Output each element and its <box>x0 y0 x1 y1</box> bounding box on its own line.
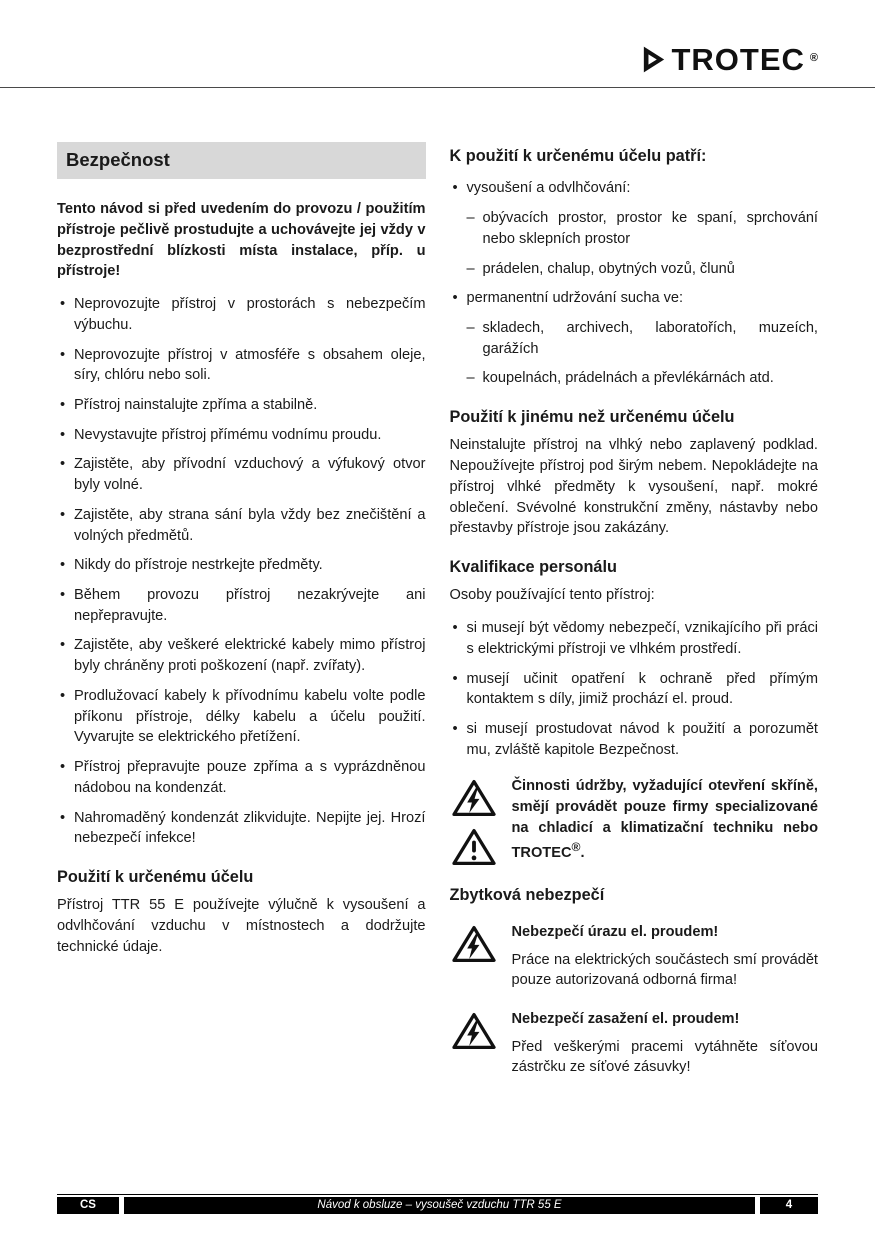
residual-warning-body <box>512 1009 819 1078</box>
right-column <box>450 142 819 1096</box>
maintenance-warning <box>450 776 819 867</box>
heading-intended-use: Použití k určenému účelu <box>57 867 254 886</box>
exclamation-triangle-icon <box>451 827 497 867</box>
qualification-lead: Osoby používající tento přístroj: <box>449 587 655 604</box>
page-footer <box>57 1194 818 1214</box>
usage-includes-item-text: permanentní udržování sucha ve: <box>466 290 684 307</box>
maintenance-warning-brand: TROTEC <box>511 844 572 861</box>
usage-includes-item-text: vysoušení a odvlhčování: <box>466 180 631 197</box>
qualification-bullet-item: • si musejí prostudovat návod k použití a porozumět mu, zvláště kapitole Bezpečnost. <box>450 719 819 760</box>
residual-warning-icons <box>450 1009 498 1078</box>
warning-title: Nebezpečí zasažení el. proudem! <box>511 1010 740 1027</box>
lightning-triangle-icon <box>451 1011 497 1051</box>
safety-bullet-item: • Přístroj přepravujte pouze zpříma a s vyprázdněnou nádobou na kondenzát. <box>57 757 426 798</box>
usage-includes-item <box>450 178 819 279</box>
footer-title: Návod k obsluze – vysoušeč vzduchu TTR 55 E <box>124 1197 755 1214</box>
residual-warning-body <box>512 922 819 991</box>
lightning-triangle-icon <box>451 924 497 964</box>
safety-bullet-item: • Prodlužovací kabely k přívodnímu kabelu volte podle příkonu přístroje, délky kabelu a účelu použití. Vyvarujte se elektrického přetížení. <box>57 686 426 748</box>
dash-list <box>467 318 819 389</box>
safety-bullet-item: • Nahromaděný kondenzát zlikvidujte. Nepijte jej. Hrozí nebezpečí infekce! <box>57 808 426 849</box>
safety-bullet-item: • Neprovozujte přístroj v prostorách s nebezpečím výbuchu. <box>57 294 426 335</box>
heading-residual-risks: Zbytková nebezpečí <box>449 886 605 905</box>
logo-group <box>642 44 818 75</box>
safety-bullet-item: • Zajistěte, aby přívodní vzduchový a výfukový otvor byly volné. <box>57 454 426 495</box>
safety-bullet-item: • Během provozu přístroj nezakrývejte ani nepřepravujte. <box>57 585 426 626</box>
dash-item: – prádelen, chalup, obytných vozů, člunů <box>467 259 819 280</box>
section-title-safety: Bezpečnost <box>57 142 426 179</box>
warning-text: Práce na elektrických součástech smí provádět pouze autorizovaná odborná firma! <box>511 951 818 989</box>
heading-usage-includes: K použití k určenému účelu patří: <box>449 147 707 165</box>
safety-bullet-item: • Zajistěte, aby strana sání byla vždy bez znečištění a volných předmětů. <box>57 505 426 546</box>
safety-bullet-item: • Zajistěte, aby veškeré elektrické kabely mimo přístroj byly chráněny proti poškození (např. zvířaty). <box>57 635 426 676</box>
qualification-bullet-item: • si musejí být vědomy nebezpečí, vznikajícího při práci s elektrickými přístroji ve vlhkém prostředí. <box>450 618 819 659</box>
lightning-triangle-icon <box>451 778 497 818</box>
safety-bullet-item: • Nikdy do přístroje nestrkejte předměty. <box>57 555 426 576</box>
usage-includes-item <box>450 288 819 389</box>
dash-item: – koupelnách, prádelnách a převlékárnách atd. <box>467 368 819 389</box>
residual-warning-electric-shock <box>450 922 819 991</box>
warning-text: Před veškerými pracemi vytáhněte síťovou zástrčku ze síťové zásuvky! <box>511 1038 818 1076</box>
left-column <box>57 142 426 1096</box>
residual-warning-icons <box>450 922 498 991</box>
heading-qualification: Kvalifikace personálu <box>449 558 617 577</box>
brand-text: TROTEC <box>671 42 805 77</box>
qualification-list <box>450 618 819 760</box>
page-number: 4 <box>760 1197 818 1214</box>
warning-title: Nebezpečí úrazu el. proudem! <box>511 923 719 940</box>
dash-list <box>467 208 819 279</box>
maintenance-warning-icons <box>450 776 498 867</box>
dash-item: – obývacích prostor, prostor ke spaní, sprchování nebo sklepních prostor <box>467 208 819 249</box>
trotec-arrow-icon <box>642 45 666 74</box>
maintenance-warning-text <box>512 776 819 867</box>
main-content <box>0 88 875 1096</box>
safety-bullet-list <box>57 294 426 849</box>
registered-mark: ® <box>809 51 818 64</box>
language-badge: CS <box>57 1197 119 1214</box>
maintenance-warning-suffix: . <box>580 844 585 861</box>
other-use-text: Neinstalujte přístroj na vlhký nebo zaplavený podklad. Nepoužívejte přístroj pod širým nebem. Nepokládejte na přístroj vlhké předměty k vysoušení, např. mokré oblečení. Svévolné konstrukční změny, nástavby nebo přestavby přístroje jsou zakázány. <box>449 437 818 537</box>
heading-other-use: Použití k jinému než určenému účelu <box>449 408 735 427</box>
dash-item: – skladech, archivech, laboratořích, muzeích, garážích <box>467 318 819 359</box>
trotec-logo <box>642 44 818 75</box>
page-header <box>0 0 875 88</box>
intended-use-text: Přístroj TTR 55 E používejte výlučně k vysoušení a odvlhčování vzduchu v místnostech a dodržujte technické údaje. <box>57 897 426 955</box>
maintenance-warning-text-before: Činnosti údržby, vyžadující otevření skříně, smějí provádět pouze firmy specializované na chladicí a klimatizační techniku nebo <box>511 778 818 836</box>
registered-mark: ® <box>571 839 581 854</box>
usage-includes-list <box>450 178 819 389</box>
qualification-bullet-item: • musejí učinit opatření k ochraně před přímým kontaktem s díly, jimiž prochází el. proud. <box>450 669 819 710</box>
safety-bullet-item: • Neprovozujte přístroj v atmosféře s obsahem oleje, síry, chlóru nebo soli. <box>57 345 426 386</box>
safety-bullet-item: • Přístroj nainstalujte zpříma a stabilně. <box>57 395 426 416</box>
residual-warning-mains-plug <box>450 1009 819 1078</box>
safety-bullet-item: • Nevystavujte přístroj přímému vodnímu proudu. <box>57 425 426 446</box>
intro-paragraph: Tento návod si před uvedením do provozu / použitím přístroje pečlivě prostudujte a uchovávejte jej vždy v bezprostřední blízkosti místa instalace, příp. u přístroje! <box>57 201 426 280</box>
